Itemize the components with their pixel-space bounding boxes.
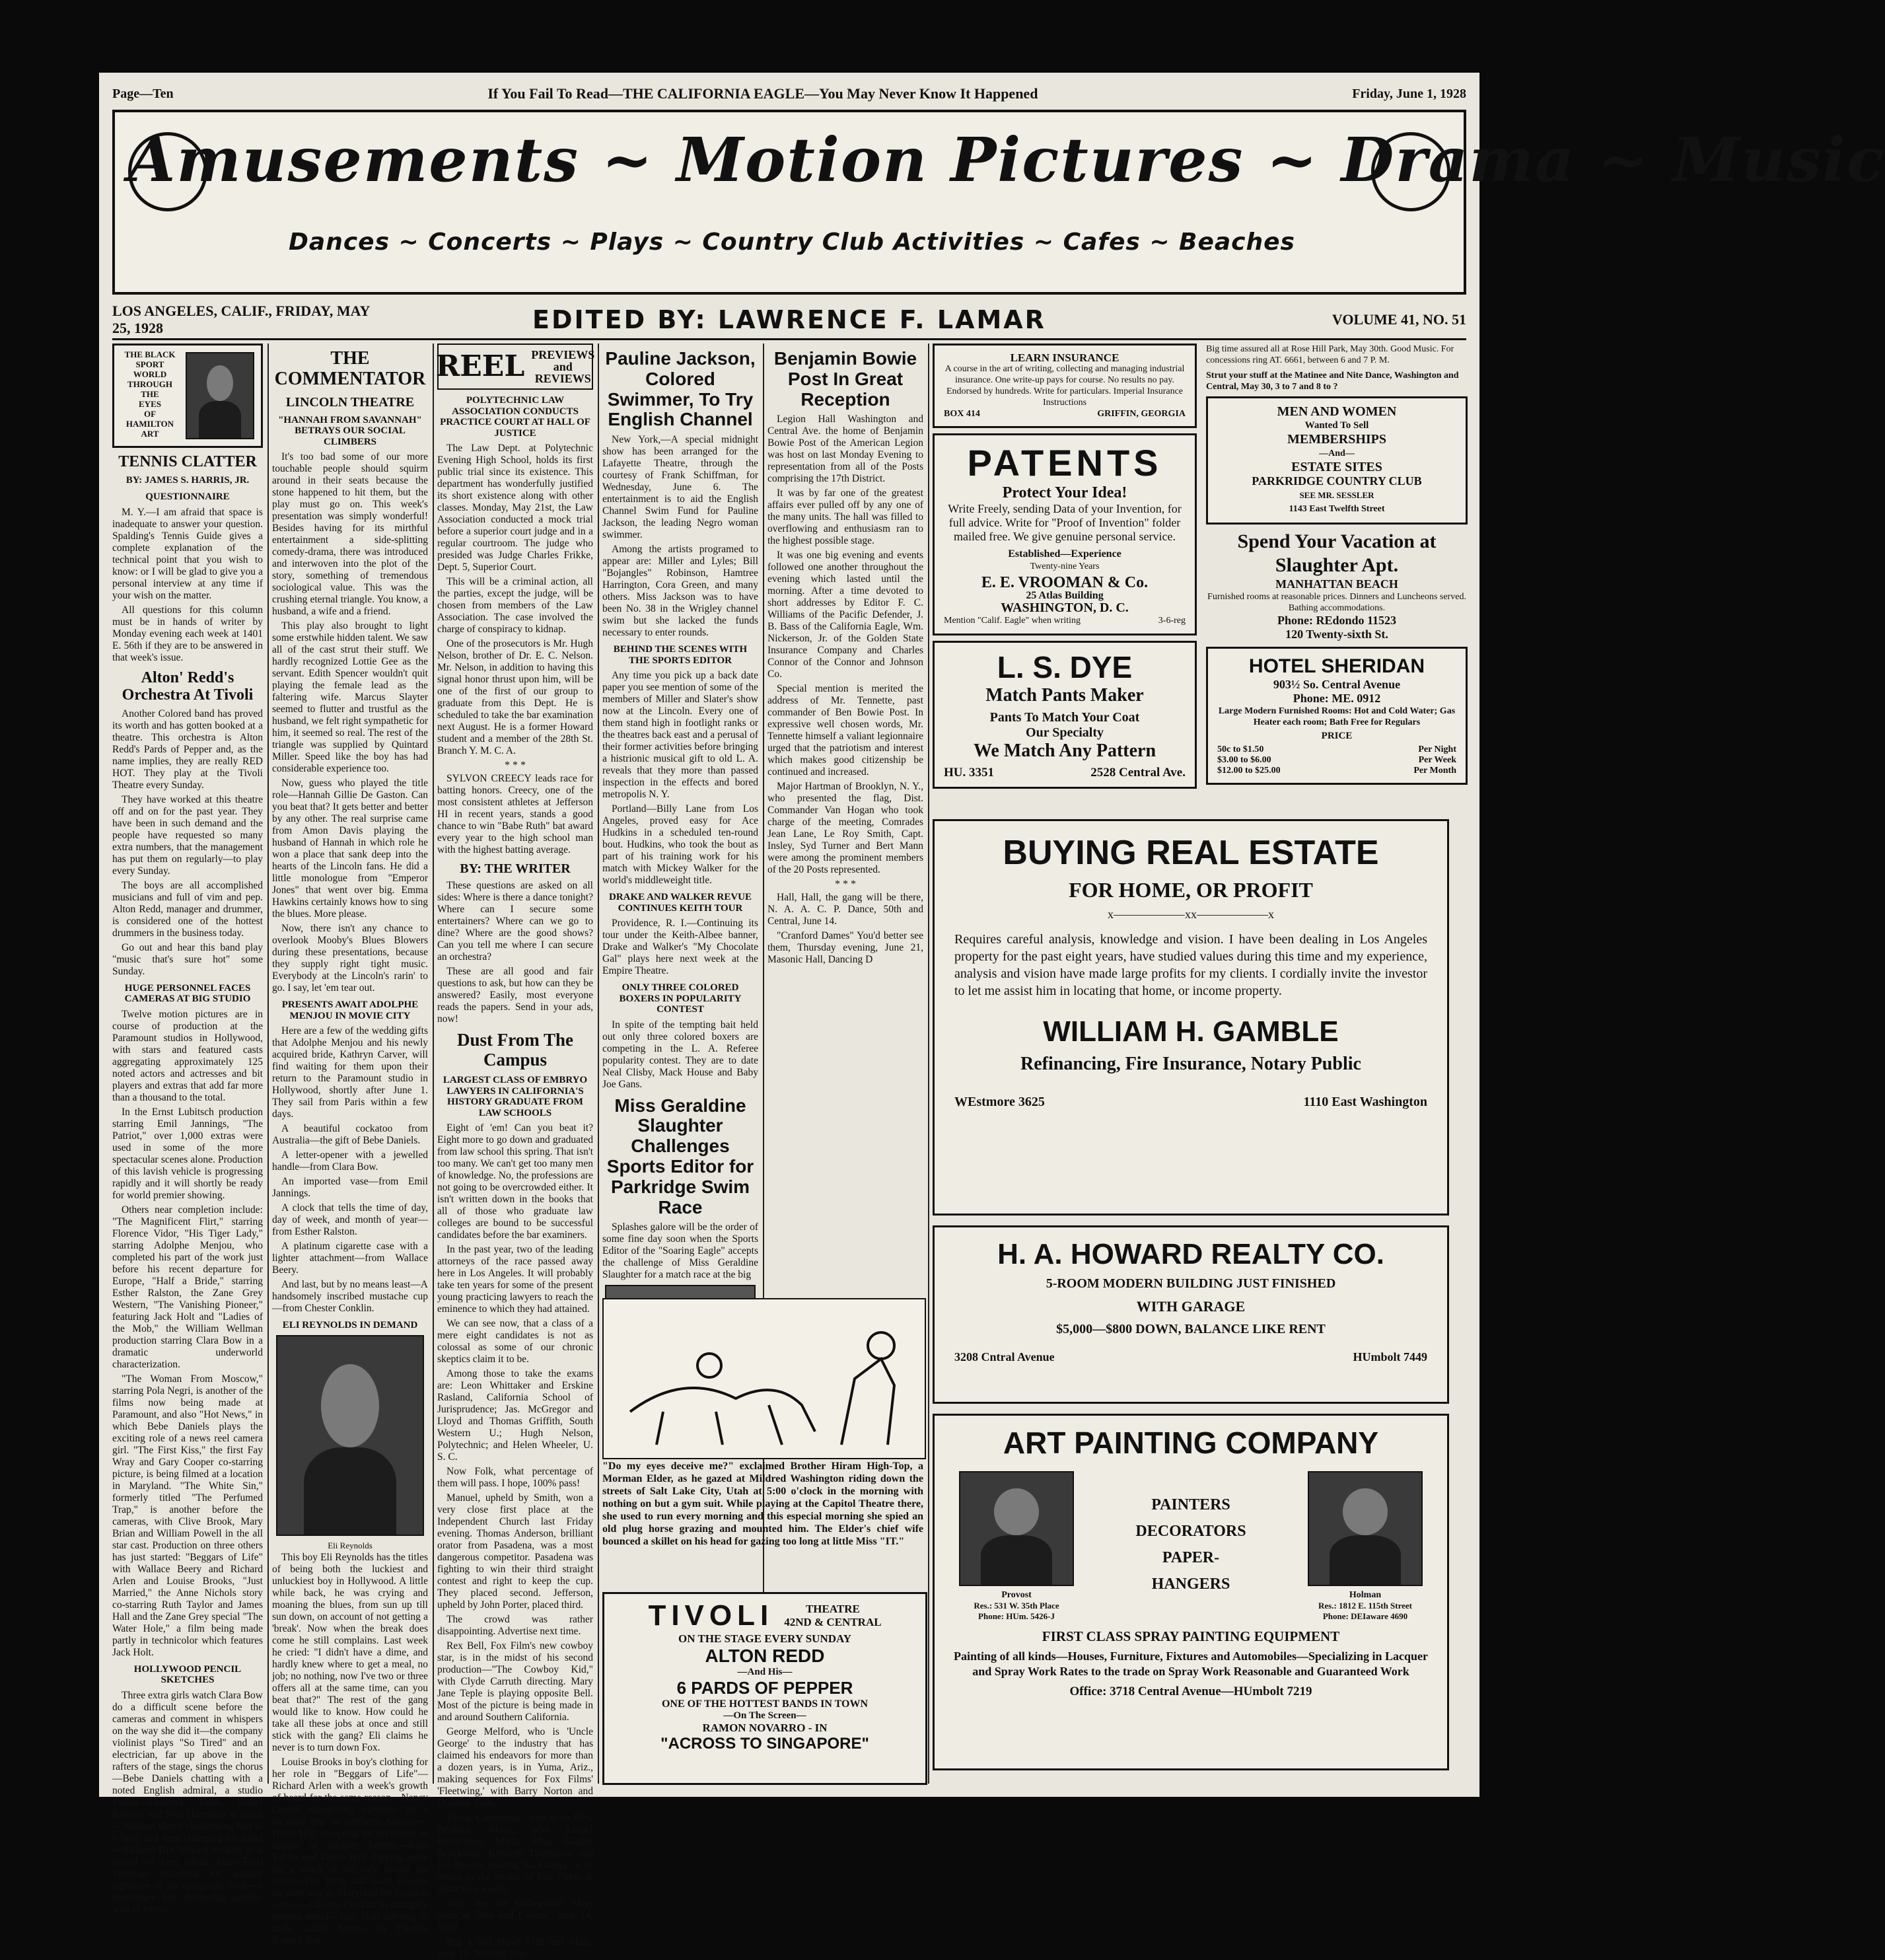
tivoli-feature: "ACROSS TO SINGAPORE" [660, 1735, 869, 1753]
reel-logo-box [437, 344, 593, 390]
top-line [112, 82, 1466, 106]
article-text: Among the artists programed to appear are: Miller and Lyles; Bill "Bojangles" Robinson, Hamtree Harrington, Cora Green, and many others. Miss Jackson was to have been No. 38 in the Wrigley channel swim but she lacked the funds necessary to enter rounds. [602, 544, 758, 639]
dye-title: L. S. DYE [997, 650, 1133, 684]
masthead-subtitle: Dances ~ Concerts ~ Plays ~ Country Club Activities ~ Cafes ~ Beaches [289, 229, 1295, 256]
art-title: ART PAINTING COMPANY [1003, 1426, 1379, 1460]
hotel-sheridan-ad [1206, 647, 1468, 785]
article-text: "The Woman From Moscow," starring Pola Negri, is another of the films now being made at Paramount, and also "Hot News," in which Bebe Daniels plays the exciting role of a news reel camera girl. "The First Kiss," the first Fay Wray and Gary Cooper co-starring picture, is being filmed at a location in Maryland. "The White Sin," formerly titled "The Perfumed Trap," is another before the cameras, with Clive Brook, Mary Brian and William Powell in the all star cast. Production on three others has just started: "Beggars of Life" with Wallace Beery and Richard Arlen and Louise Brooks, "Just Married," the Anne Nichols story co-starring Ruth Taylor and James Hall and the Zane Grey special "The Water Hole," a film being made partly in technicolor which features Jack Holt. [112, 1373, 263, 1658]
sport-world-box [112, 344, 263, 448]
art-painting-ad [933, 1414, 1449, 1770]
slogan: If You Fail To Read—THE CALIFORNIA EAGLE—You May Never Know It Happened [487, 85, 1038, 102]
tivoli-name: TIVOLI [648, 1599, 774, 1632]
howard-address: 3208 Cntral Avenue [954, 1350, 1055, 1363]
rate-row: 50c to $1.50 Per Night [1217, 744, 1456, 754]
see-mr: SEE MR. SESSLER [1299, 490, 1374, 500]
article-text: In spite of the tempting bait held out only three colored boxers are competing in the L. A. Referee popularity contest. They are to date Neal Clisby, Mack House and Baby Joe Gans. [602, 1019, 758, 1090]
column-divider [763, 344, 764, 1784]
spend-text: Furnished rooms at reasonable prices. Dinners and Luncheons served. Bathing accommodations. [1207, 592, 1466, 613]
cartoon-drawing [602, 1298, 926, 1459]
patents-est: Established—Experience [1008, 548, 1121, 560]
rate-row: $12.00 to $25.00 Per Month [1217, 766, 1456, 776]
article-text: Any time you pick up a back date paper you see mention of some of the members of Miller and Slater's show now at the Lincoln. Every one of them stand high in footlight ranks or the theatres back east and a perusal of their former activities before bringing a histrionic musical gift to old L. A. reveals that they more than passed inspection in the effects and bored metropolis N. Y. [602, 670, 758, 801]
insurance-text: A course in the art of writing, collecting and managing industrial insurance. One write-up pays for course. No results no pay. Endorsed by hundreds. Write for particulars. Imperial Insurance Instructions [944, 364, 1185, 408]
reel-subtitle: PREVIEWS and REVIEWS [531, 348, 595, 385]
dye-line: Our Specialty [1026, 725, 1104, 740]
parkridge-club: PARKRIDGE COUNTRY CLUB [1252, 474, 1422, 488]
vrooman-code: 3-6-reg [1158, 616, 1186, 626]
separator: * * * [505, 760, 526, 771]
separator: * * * [835, 879, 856, 890]
photo-caption: Eli Reynolds [328, 1540, 373, 1550]
provost-phone: Phone: HUm. 5426-J [978, 1611, 1055, 1621]
insurance-ad [933, 344, 1197, 428]
newspaper-page [99, 73, 1885, 1960]
vrooman-city: WASHINGTON, D. C. [1001, 600, 1129, 615]
article-text: Major Hartman of Brooklyn, N. Y., who presented the flag, Dist. Commander Van Hogan who took charge of the meeting, Comrades Jean Lane, Le Roy Smith, Capt. Insley, Syd Turner and Bert Mann were among the prominent members of the 20 Posts represented. [767, 781, 923, 876]
page-label: Page—Ten [112, 86, 174, 101]
column-4 [602, 344, 758, 1295]
art-text: Painting of all kinds—Houses, Furniture, Fixtures and Automobiles—Specializing in Lacquer and Spray Work Rates to the trade on Spray Work Reasonable and Guaranteed Work [954, 1650, 1428, 1678]
eli-head: ELI REYNOLDS IN DEMAND [282, 1320, 418, 1331]
sheridan-phone: Phone: ME. 0912 [1293, 692, 1381, 705]
article-text: Now, guess who played the title role—Hannah Gillie De Gaston. Can you beat that? It gets better and better by any other. The real surprise came from Amon Davis playing the husband of Hannah in which role he won a place that sank deep into the hearts of the Lincoln fans. He did a little monologue from "Emperor Jones" that went over big. Emma Hawkins certainly knows how to sing the blues. More please. [272, 778, 428, 920]
header-rule [112, 338, 1466, 340]
dye-address: 2528 Central Ave. [1090, 766, 1186, 780]
article-text: And last, but by no means least—A handsomely inscribed mustache cup—from Chester Conklin. [272, 1279, 428, 1315]
sheridan-price-head: PRICE [1321, 731, 1353, 741]
spend-title: Spend Your Vacation at Slaughter Apt. [1237, 530, 1437, 576]
rosehill-notice: Big time assured all at Rose Hill Park, May 30th. Good Music. For concessions ring AT. 6661, between 6 and 7 P. M. [1206, 344, 1454, 365]
article-text: It was one big evening and events followed one another throughout the evening which lasted until the morning. After a time devoted to short addresses by Editor F. C. Williams of the Pacific Defender, J. B. Bass of the California Eagle, Wm. Nickerson, Jr. of the Golden State Insurance Company and Charles Connor of the Connor and Johnson Co. [767, 550, 923, 680]
tivoli-line: RAMON NOVARRO - IN [702, 1722, 828, 1734]
article-text: In the Ernst Lubitsch production starring Emil Jannings, "The Patriot," over 1,000 extras were used in some of the more spectacular scenes alone. Production of this lavish vehicle is progressing rapidly and it will shortly be ready for world premier showing. [112, 1106, 263, 1201]
article-text: Manuel, upheld by Smith, won a very close first place at the Independent Church last Friday evening. Thomas Anderson, brilliant orator from Pasadena, was a most dangerous competitor. Pasadena was fighting to win their third straight contest and right to keep the cup. They placed second. Jefferson, upheld by John Porter, placed third. [437, 1492, 593, 1611]
patents-sub: Protect Your Idea! [1002, 484, 1127, 501]
pauline-headline: Pauline Jackson, Colored Swimmer, To Try English Channel [605, 348, 756, 430]
gamble-address: 1110 East Washington [1303, 1095, 1427, 1109]
ads-right [1206, 344, 1468, 790]
article-text: This will be a criminal action, all the parties, except the judge, will be chosen from members of the Law Association. The case involved the charge of conspiracy to kidnap. [437, 576, 593, 635]
art-service: PAPER- [1162, 1549, 1220, 1566]
article-text: Now Folk, what percentage of them will pass. I hope, 100% pass! [437, 1466, 593, 1490]
article-text: Now, there isn't any chance to overlook Mooby's Blues Blowers during these presentations, because they supply right tight music. Everybody at the Lincoln's rarin' to go. I say, let 'em tear out. [272, 923, 428, 994]
wanted: Wanted To Sell [1304, 420, 1369, 431]
vrooman-name: E. E. VROOMAN & Co. [981, 574, 1149, 591]
behind-scenes-head: BEHIND THE SCENES WITH THE SPORTS EDITOR [613, 644, 748, 666]
tivoli-pards: 6 PARDS OF PEPPER [676, 1678, 853, 1698]
patents-years: Twenty-nine Years [1030, 562, 1100, 571]
spend-phone: Phone: REdondo 11523 [1277, 614, 1397, 627]
art-service: HANGERS [1151, 1576, 1230, 1593]
insurance-title: LEARN INSURANCE [1010, 351, 1120, 364]
art-service: DECORATORS [1135, 1523, 1246, 1540]
article-text: The crowd was rather disappointing. Advertise next time. [437, 1614, 593, 1638]
article-text: Twelve motion pictures are in course of production at the Paramount studios in Hollywood, with stars and featured casts aggregating approximately 125 noted actors and actresses and bit players and extras that add far more than a thousand to the total. [112, 1008, 263, 1103]
column-divider [928, 344, 929, 1784]
tivoli-address: 42ND & CENTRAL [784, 1616, 882, 1628]
article-text: Rex Bell, Fox Film's new cowboy star, is in the midst of his second production—"The Cowboy Kid," with Clyde Carruth directing. Mary Jane Teple is playing opposite Bell. Most of the picture is being made in and around Southern California. [437, 1640, 593, 1724]
article-text: These are all good and fair questions to ask, but how can they be answered? Easily, most everyone reads the papers. Send in your ads, now! [437, 966, 593, 1025]
largest-class-head: LARGEST CLASS OF EMBRYO LAWYERS IN CALIFORNIA'S HISTORY GRADUATE FROM LAW SCHOOLS [443, 1075, 588, 1118]
patents-title: PATENTS [967, 442, 1162, 484]
article-text: George Melford, who is 'Uncle George' to the industry that has claimed his endeavors for more than a dozen years, is in Yuma, Ariz., making sequences for Fox Films' 'Fleetwing,' with Barry Norton and Dorothy Janis. [437, 1726, 593, 1809]
writer-head: BY: THE WRITER [460, 861, 571, 876]
column-2 [272, 344, 428, 1946]
editor-line: EDITED BY: LAWRENCE F. LAMAR [532, 305, 1046, 334]
dateline-left: LOS ANGELES, CALIF., FRIDAY, MAY 25, 1928 [112, 303, 370, 336]
hamilton-art-photo [186, 352, 254, 439]
memberships: MEMBERSHIPS [1287, 432, 1387, 447]
howard-line: 5-ROOM MODERN BUILDING JUST FINISHED [1046, 1276, 1336, 1291]
sheridan-title: HOTEL SHERIDAN [1248, 655, 1425, 677]
column-divider [433, 344, 434, 1784]
tivoli-line: —And His— [737, 1667, 793, 1677]
provost-block [950, 1467, 1083, 1622]
eli-reynolds-photo [276, 1335, 424, 1536]
article-text: Go out and hear this band play "music that's sure hot" some Sunday. [112, 941, 263, 977]
presents-head: PRESENTS AWAIT ADOLPHE MENJOU IN MOVIE CITY [281, 999, 419, 1021]
holman-name: Holman [1349, 1590, 1382, 1600]
vrooman-mention: Mention "Calif. Eagle" when writing [944, 616, 1081, 626]
drake-walker-head: DRAKE AND WALKER REVUE CONTINUES KEITH TOUR [608, 892, 752, 914]
buying-sub: FOR HOME, OR PROFIT [1069, 878, 1313, 902]
dye-line: Pants To Match Your Coat [989, 710, 1140, 725]
article-text: Legion Hall Washington and Central Ave. the home of Benjamin Bowie Post of the American Legion was host on last Monday Evening to representation from all of the Posts comprising the 17th District. [767, 414, 923, 485]
buying-text: Requires careful analysis, knowledge and vision. I have been dealing in Los Angeles property for the past eight years, have studied values during this time and my experience, analysis and vision have made large profits for my clients. I cordially invite the investor to let me assist him in locating that home, or income property. [954, 932, 1427, 998]
questionnaire-head: QUESTIONNAIRE [145, 491, 230, 503]
article-text: Big 4 and Howl 15th and Main, June 19. Novelty Nite. [437, 1936, 593, 1960]
spend-location: MANHATTAN BEACH [1275, 577, 1398, 591]
article-text: All questions for this column must be in hands of writer by Monday evening each week at 1401 E. 56th if they are to be answered in that week's issue. [112, 604, 263, 663]
cartoon-caption: "Do my eyes deceive me?" exclaimed Brother Hiram High-Top, a Morman Elder, as he gazed at Mildred Washington riding down the streets of Salt Lake City, Utah at 5:00 o'clock in the morning with nothing on but a gym suit. While playing at the Capitol Theatre there, she used to run every morning and this especial morning she spied an old plug horse grazing and mounted him. The Elder's chief wife bounced a skillet on his head for gazing too long at little Miss "IT." [602, 1461, 923, 1547]
article-text: Hall, Hall, the gang will be there, N. A. A. C. P. Dance, 50th and Central, June 14. [767, 892, 923, 927]
ads-left [933, 344, 1197, 794]
howard-phone: HUmbolt 7449 [1353, 1350, 1427, 1363]
masthead [112, 110, 1885, 295]
article-text: The Law Dept. at Polytechnic Evening High School, holds its first public trial since its existence. This department has wonderfully justified its short existence along with other classes. Monday, May 21st, the Law Association conducted a mock trial before a superior court judge and in a regular courtroom. The judge who presided was Judge Charles Frikke, Dept. 5, Superior Court. [437, 443, 593, 573]
gamble-phone: WEstmore 3625 [954, 1095, 1045, 1109]
provost-name: Provost [1001, 1590, 1032, 1600]
spend-vacation-ad [1206, 530, 1468, 641]
twelfth-street: 1143 East Twelfth Street [1289, 504, 1385, 514]
tennis-title: TENNIS CLATTER [118, 453, 257, 470]
horse-rider-icon [604, 1299, 925, 1458]
article-text: A letter-opener with a jewelled handle—from Clara Bow. [272, 1149, 428, 1173]
buying-title: BUYING REAL ESTATE [1003, 834, 1379, 872]
dust-campus-head: Dust From The Campus [456, 1030, 573, 1070]
article-text: One of the prosecutors is Mr. Hugh Nelson, brother of Dr. E. C. Nelson. Mr. Nelson, in addition to having this signal honor thrust upon him, will be one of the first of our group to graduate from this Dept. He is scheduled to take the bar examination next August. He is a former Howard student and a member of the 28th St. Branch Y. M. C. A. [437, 638, 593, 756]
pencil-sketches-head: HOLLYWOOD PENCIL SKETCHES [133, 1663, 242, 1686]
article-text: They have worked at this theatre off and on for the past year. They have been in such demand and the people have requested so many extra numbers, that the management has put them on regularly—to play every Sunday. [112, 793, 263, 877]
article-text: Who are the Collegians? Meet them at 50th and Central, June 14, 1928. [437, 1898, 593, 1934]
howard-realty-ad [933, 1225, 1449, 1404]
article-text: Another Colored band has proved its worth and has gotten booked at a theatre. This orchestra is Alton Redd's Pards of Pepper and, as the name implies, they are really RED HOT. They play at the Tivoli Theatre every Sunday. [112, 708, 263, 791]
tennis-byline: BY: JAMES S. HARRIS, JR. [125, 475, 250, 486]
article-text: "Cranford Dames" You'd better see them, Thursday evening, June 21, Masonic Hall, Dancing D [767, 930, 923, 966]
article-text: Louise Brooks in boy's clothing for her role in "Beggars of Life"—Richard Arlen with a week's growth of beard for the same reason—Nancy Carroll assembling wardrobe for a location trip to northern Arizona—Doris Hill accepting an invitation to appear at another benefit—Ruth Taylor and James Hall slipping away for a snack at the cafe across the street—Fay Wray and Gary Cooper on their way to Maryland for location scenes—Chester Conklin in strangely solemn mood—Jack Holt offering to trade saddle horses for Charles Rogers' dog. [272, 1756, 428, 1946]
volume-number: VOLUME 41, NO. 51 [1332, 311, 1466, 328]
tivoli-line: ONE OF THE HOTTEST BANDS IN TOWN [661, 1698, 869, 1710]
column-1 [112, 344, 263, 1915]
article-text: The boys are all accomplished musicians and full of vim and pep. Alton Redd, manager and drummer, is considered one of the hottest drummers in the business today. [112, 879, 263, 939]
dye-line: We Match Any Pattern [973, 741, 1156, 761]
tivoli-ad [602, 1592, 927, 1785]
vrooman-building: 25 Atlas Building [1026, 590, 1104, 601]
men-women: MEN AND WOMEN [1277, 404, 1397, 419]
article-text: New York,—A special midnight show has been arranged for the Lafayette Theatre, through the courtesy of Frank Schiffman, for Wednesday, June 6. The entertainment is to aid the English Channel Swim Fund for Pauline Jackson, the leading Negro woman swimmer. [602, 434, 758, 541]
article-text: These questions are asked on all sides: Where is there a dance tonight? Where can I secure some entertainers? Where can we go to dine? Where are the good shows? Can you tell me where I can secure an orchestra? [437, 880, 593, 962]
gamble-real-estate-ad [933, 819, 1449, 1216]
geraldine-headline: Miss Geraldine Slaughter Challenges Sports Editor for Parkridge Swim Race [606, 1095, 754, 1217]
separator: x——————xx——————x [1108, 908, 1274, 921]
redd-headline: Alton' Redd's Orchestra At Tivoli [122, 669, 254, 704]
article-text: M. Y.—I am afraid that space is inadequate to answer your question. Spalding's Tennis Guide gives a complete explanation of the technical point that you wish to know: or I will be glad to give you a personal interview at any time if your wish on the matter. [112, 506, 263, 601]
rate-row: $3.00 to $6.00 Per Week [1217, 755, 1456, 765]
article-text: Providence, R. I.—Continuing its tour under the Keith-Albee banner, Drake and Walker's "My Chocolate Gal" plays here next week at the Empire Theatre. [602, 918, 758, 977]
lincoln-head: LINCOLN THEATRE [285, 394, 415, 410]
article-text: Splashes galore will be the order of some fine day soon when the Sports Editor of the "Soaring Eagle" accepts the challenge of Miss Geraldine Slaughter for a match race at the big [602, 1221, 758, 1281]
patents-text: Write Freely, sending Data of your Invention, for full advice. Write for "Proof of Invention" folder mailed free. We give genuine personal service. [948, 502, 1182, 543]
tivoli-line: ON THE STAGE EVERY SUNDAY [678, 1632, 852, 1645]
dye-sub: Match Pants Maker [985, 685, 1144, 706]
column-5 [767, 344, 923, 1295]
issue-date: Friday, June 1, 1928 [1352, 86, 1466, 101]
howard-line: WITH GARAGE [1136, 1298, 1246, 1315]
huge-personnel-head: HUGE PERSONNEL FACES CAMERAS AT BIG STUDIO [124, 982, 251, 1005]
commentator-title: THE COMMENTATOR [274, 348, 426, 389]
art-spray: FIRST CLASS SPRAY PAINTING EQUIPMENT [1042, 1628, 1340, 1644]
gamble-services: Refinancing, Fire Insurance, Notary Public [1020, 1054, 1361, 1074]
polytechnic-head: POLYTECHNIC LAW ASSOCIATION CONDUCTS PRACTICE COURT AT HALL OF JUSTICE [440, 395, 590, 439]
estate-sites: ESTATE SITES [1291, 460, 1382, 474]
howard-title: H. A. HOWARD REALTY CO. [997, 1238, 1384, 1270]
spend-address: 120 Twenty-sixth St. [1285, 628, 1388, 641]
dye-phone: HU. 3351 [944, 766, 994, 780]
holman-phone: Phone: DEIaware 4690 [1322, 1611, 1408, 1621]
column-divider [598, 344, 599, 1784]
strut-notice: Strut your stuff at the Matinee and Nite Dance, Washington and Central, May 30, 3 to 7 and 8 to ? [1206, 371, 1459, 392]
article-text: It was by far one of the greatest affairs ever pulled off by any one of the many units. The hall was filled to overflowing and enthusiasm ran to the highest possible stage. [767, 488, 923, 547]
patents-ad [933, 433, 1197, 635]
provost-photo [959, 1471, 1074, 1586]
tivoli-theatre: THEATRE [805, 1603, 860, 1615]
hannah-head: "HANNAH FROM SAVANNAH" BETRAYS OUR SOCIAL CLIMBERS [278, 414, 422, 447]
sheridan-address: 903½ So. Central Avenue [1273, 678, 1401, 691]
column-3 [435, 344, 595, 1960]
article-text: An imported vase—from Emil Jannings. [272, 1176, 428, 1200]
dateline [112, 304, 1466, 336]
article-text: It's too bad some of our more touchable people should squirm around in their seats because the stone happened to hit them, but the play must go on. This week's presentation was simply wonderful! Besides having for its mirthful entertainment a side-splitting comedy-drama, there was introduced and interwoven into the plot of the story, something of tremendous sociological value. This was the crushing eternal triangle. You know, a husband, a wife and a friend. [272, 451, 428, 618]
only-three-head: ONLY THREE COLORED BOXERS IN POPULARITY CONTEST [619, 982, 742, 1015]
benjamin-headline: Benjamin Bowie Post In Great Reception [773, 348, 917, 410]
column-divider [267, 344, 269, 1784]
sheridan-text: Large Modern Furnished Rooms: Hot and Cold Water; Gas Heater each room; Bath Free for Regulars [1218, 706, 1456, 727]
dye-ad [933, 641, 1197, 789]
tivoli-alton-redd: ALTON REDD [705, 1646, 825, 1666]
art-office: Office: 3718 Central Avenue—HUmbolt 7219 [1069, 1685, 1312, 1698]
gamble-name: WILLIAM H. GAMBLE [1043, 1015, 1339, 1048]
reel-logo: REEL [435, 349, 525, 383]
article-text: Special mention is merited the address of Mr. Tennette, past commander of Ben Bowie Post. In expressive well chosen words, Mr. Tennette himself a valiant legionnaire urged that the patriotism and interest which makes good citizenship be continued and increased. [767, 683, 923, 778]
insurance-box: BOX 414 [944, 409, 980, 419]
masthead-title: Amusements ~ Motion Pictures ~ Drama ~ Music [128, 124, 1885, 196]
holman-res: Res.: 1812 E. 115th Street [1318, 1601, 1413, 1611]
parkridge-ad [1206, 396, 1468, 525]
article-text: A beautiful cockatoo from Australia—the gift of Bebe Daniels. [272, 1123, 428, 1147]
holman-block [1299, 1467, 1431, 1622]
article-text: Eight of 'em! Can you beat it? Eight more to go down and graduated from law school this spring. That isn't too many. We can't get too many men of knowledge. No, the professions are not going to be overcrowded either. It isn't written down in the books that all of those who graduate law colleges are bound to be successful candidates before the bar examiners. [437, 1122, 593, 1241]
article-text: Others near completion include: "The Magnificent Flirt," starring Florence Vidor, "His Tiger Lady," starring Adolphe Menjou, who completed his part of the work just before his recent departure for Europe, "Half a Bride," starring Esther Ralston, the Zane Grey Western, "The Vanishing Pioneer," featuring Jack Holt and "Ladies of the Mob," the William Wellman production starring Clara Bow in a dramatic underworld characterization. [112, 1204, 263, 1370]
insurance-city: GRIFFIN, GEORGIA [1097, 409, 1186, 419]
article-text: We can see now, that a class of a mere eight candidates is not as colossal as some of our chronic skeptics claim it to be. [437, 1318, 593, 1365]
article-text: Portland—Billy Lane from Los Angeles, proved easy for Ace Hudkins in a scheduled ten-round bout. Hudkins, who took the bout as part of his training work for his match with Mickey Walker for the world's middleweight title. [602, 803, 758, 887]
article-text: Three extra girls watch Clara Bow do a difficult scene before the cameras and comment in whispers on the way she did it—the company violinist plays "So Tired" and an electrician, far up above in the rafters of the stage, sings the chorus—Bebe Daniels chatting with a noted English admiral, a studio visitor—Florence Vidor, Esther Ralston and Neil Hamilton at lunch—Wallace Beery challenging him to a bout and then changing his mind—Richard Dix bowing wearily as a crowd of fans salute him—Emil Jannings inscribing his angular signature in an autograph book—a messenger boy delivering another wad of letters. [112, 1689, 263, 1915]
article-text: Here are a few of the wedding gifts that Adolphe Menjou and his newly acquired bride, Kathryn Carver, will find waiting for them upon their return to the Paramount studio in Hollywood, shortly after June 1. They sail from Paris within a few days. [272, 1025, 428, 1120]
article-text: Among those to take the exams are: Leon Whittaker and Erskine Rasland, California School of Jurisprudence; Jas. McGregor and Lloyd and Thomas Griffith, South Western U.; Hugh Nelson, Polytechnic; and Helen Wheeler, U. S. C. [437, 1368, 593, 1463]
article-text: A platinum cigarette case with a lighter attachment—from Wallace Beery. [272, 1241, 428, 1276]
article-text: In the past year, two of the leading attorneys of the race passed away here in Los Angeles. It will probably take ten years for some of the present young practicing lawyers to reach the eminence to which they had attained. [437, 1244, 593, 1315]
article-text: Irving Cummings, who is in New Bedford, Mass., with Lionel Barrymore, Maria Alba, Gladys Brockwell, Kenneth Thompson and Joe Brown, making 'La Gringa,' is to return to the studio of Fox Films in about two weeks. [437, 1812, 593, 1895]
holman-photo [1308, 1471, 1423, 1586]
art-service: PAINTERS [1151, 1496, 1230, 1513]
tivoli-line: —On The Screen— [723, 1710, 806, 1721]
article-text: This boy Eli Reynolds has the titles of being both the luckiest and unluckiest boy in Hollywood. A little while back, he was crying and moaning the blues, from sun up till sun down, on account of not getting a 'break'. Now when the break does come he still complains. Last week he cried: "I didn't have a dime, and hardly knew where to get a meal, no job; no nothing, now I've two or three offers all at the same time, can you beat that?" The rest of the gang would like to know. How could he take all these jobs at once and still stick with the gang? Eli claims he never is to turn down Fox. [272, 1551, 428, 1753]
article-text: A clock that tells the time of day, day of week, and month of year—from Esther Ralston. [272, 1202, 428, 1238]
article-text: This play also brought to light some erstwhile hidden talent. We saw all of the cast strut their stuff. We hardly recognized Lottie Gee as the servant. Edith Spencer wouldn't quit playing the female lead as the faltering wife. Marcus Slayter seemed to flutter and trustful as the husband, we felt right sympathetic for him, it seemed so real. The rest of the triangle was supplied by Quintard Miller. Speed like the boy has had considerable experience too. [272, 620, 428, 775]
article-text: SYLVON CREECY leads race for batting honors. Creecy, one of the most consistent athletes at Jefferson HI in recent years, stands a good chance to win "Babe Ruth" bat award every year to the high school man with the highest batting average. [437, 773, 593, 855]
and-text: —And— [1319, 449, 1355, 458]
sport-world-label: THE BLACK SPORT WORLD THROUGH THE EYES OF HAMILTON ART [124, 349, 176, 439]
howard-line: $5,000—$800 DOWN, BALANCE LIKE RENT [1056, 1322, 1326, 1336]
provost-res: Res.: 531 W. 35th Place [974, 1601, 1059, 1611]
